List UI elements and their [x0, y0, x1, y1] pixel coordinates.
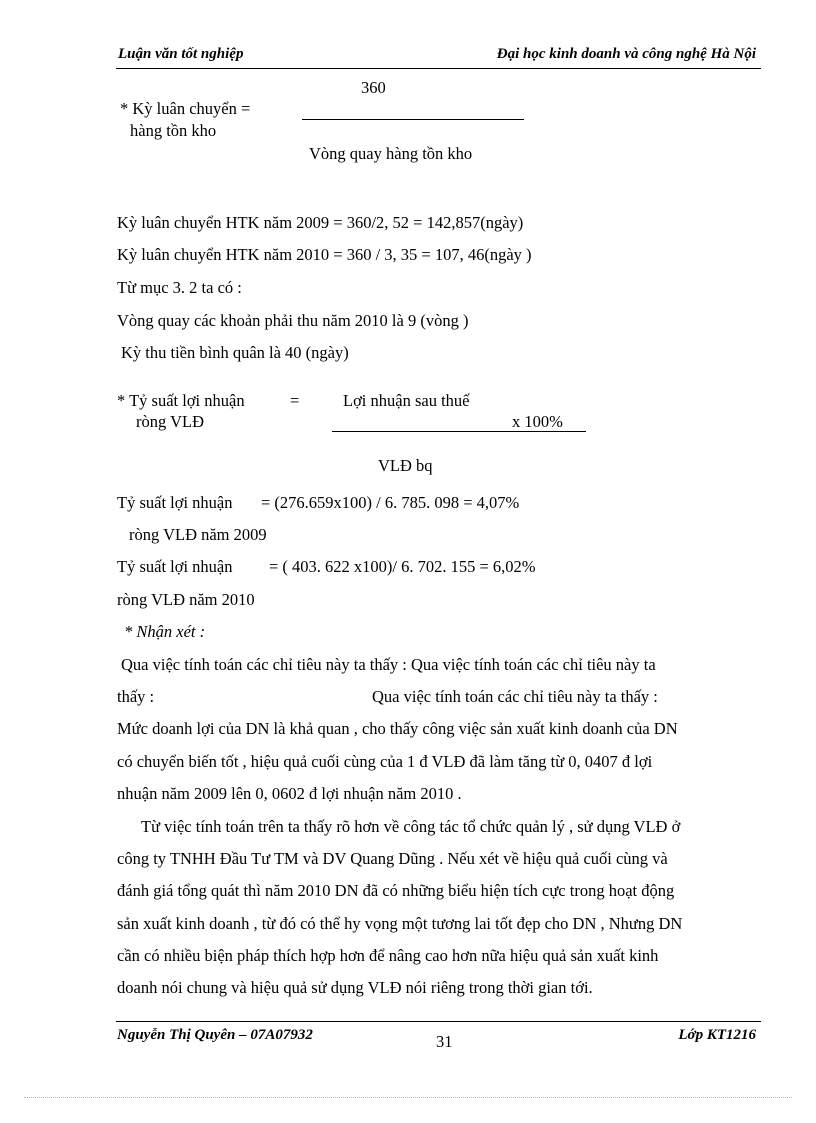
paragraph2-line3: đánh giá tổng quát thì năm 2010 DN đã có những biểu hiện tích cực trong hoạt động — [117, 881, 675, 900]
paragraph2-line6: doanh nói chung và hiệu quả sử dụng VLĐ nói riêng trong thời gian tới. — [117, 978, 593, 997]
formula2-numerator: Lợi nhuận sau thuế — [343, 391, 470, 410]
formula1-numerator: 360 — [361, 78, 386, 97]
formula1-denominator: Vòng quay hàng tồn kho — [309, 144, 473, 163]
footer-right: Lớp KT1216 — [678, 1027, 756, 1043]
calc-2010-sub: ròng VLĐ năm 2010 — [117, 590, 255, 609]
formula2-equals: = — [290, 391, 300, 410]
htk-2009-line: Kỳ luân chuyển HTK năm 2009 = 360/2, 52 = 142,857(ngày) — [117, 213, 524, 232]
header-left: Luận văn tốt nghiệp — [118, 46, 244, 62]
paragraph2-line4: sản xuất kinh doanh , từ đó có thể hy vọng một tương lai tốt đẹp cho DN , Nhưng DN — [117, 914, 683, 933]
formula1-label-line2: hàng tồn kho — [130, 121, 217, 140]
formula2-label-line1: * Tỷ suất lợi nhuận — [117, 391, 245, 410]
paragraph2-line2: công ty TNHH Đầu Tư TM và DV Quang Dũng . Nếu xét về hiệu quả cuối cùng và — [117, 849, 668, 868]
header-right: Đại học kinh doanh và công nghệ Hà Nội — [496, 46, 756, 62]
footer-left: Nguyễn Thị Quyên – 07A07932 — [117, 1027, 313, 1043]
formula2-label-line2: ròng VLĐ — [136, 412, 204, 431]
page-boundary-line — [24, 1097, 792, 1098]
formula1-fraction-bar — [302, 119, 524, 120]
paragraph2-line1: Từ việc tính toán trên ta thấy rõ hơn về công tác tổ chức quản lý , sử dụng VLĐ ở — [141, 817, 681, 836]
paragraph2-line5: cần có nhiều biện pháp thích hợp hơn để nâng cao hơn nữa hiệu quả sản xuất kinh — [117, 946, 659, 965]
paragraph1-line3: Qua việc tính toán các chỉ tiêu này ta thấy : — [372, 687, 658, 706]
calc-2010-expr: = ( 403. 622 x100)/ 6. 702. 155 = 6,02% — [269, 557, 536, 576]
collection-period-line: Kỳ thu tiền bình quân là 40 (ngày) — [121, 343, 349, 362]
paragraph1-line5: có chuyển biến tốt , hiệu quả cuối cùng của 1 đ VLĐ đã làm tăng từ 0, 0407 đ lợi — [117, 752, 653, 771]
paragraph1-line2: thấy : — [117, 687, 155, 706]
formula2-multiplier: x 100% — [512, 412, 563, 431]
receivable-turnover-line: Vòng quay các khoản phải thu năm 2010 là 9 (vòng ) — [117, 311, 469, 330]
paragraph1-line1: Qua việc tính toán các chỉ tiêu này ta thấy : Qua việc tính toán các chỉ tiêu này ta — [121, 655, 656, 674]
paragraph1-line6: nhuận năm 2009 lên 0, 0602 đ lợi nhuận năm 2010 . — [117, 784, 462, 803]
section-ref-line: Từ mục 3. 2 ta có : — [117, 278, 242, 297]
htk-2010-line: Kỳ luân chuyển HTK năm 2010 = 360 / 3, 35 = 107, 46(ngày ) — [117, 245, 532, 264]
header-rule — [116, 68, 761, 69]
formula1-label-line1: * Kỳ luân chuyển = — [120, 99, 251, 118]
footer-rule — [116, 1021, 761, 1022]
page-number: 31 — [436, 1032, 453, 1051]
remark-title: * Nhận xét : — [124, 622, 206, 641]
paragraph1-line4: Mức doanh lợi của DN là khả quan , cho thấy công việc sản xuất kinh doanh của DN — [117, 719, 678, 738]
formula2-fraction-bar — [332, 431, 586, 432]
calc-2009-expr: = (276.659x100) / 6. 785. 098 = 4,07% — [261, 493, 520, 512]
calc-2009-label: Tỷ suất lợi nhuận — [117, 493, 233, 512]
calc-2010-label: Tỷ suất lợi nhuận — [117, 557, 233, 576]
formula2-denominator: VLĐ bq — [378, 456, 433, 475]
calc-2009-sub: ròng VLĐ năm 2009 — [129, 525, 267, 544]
